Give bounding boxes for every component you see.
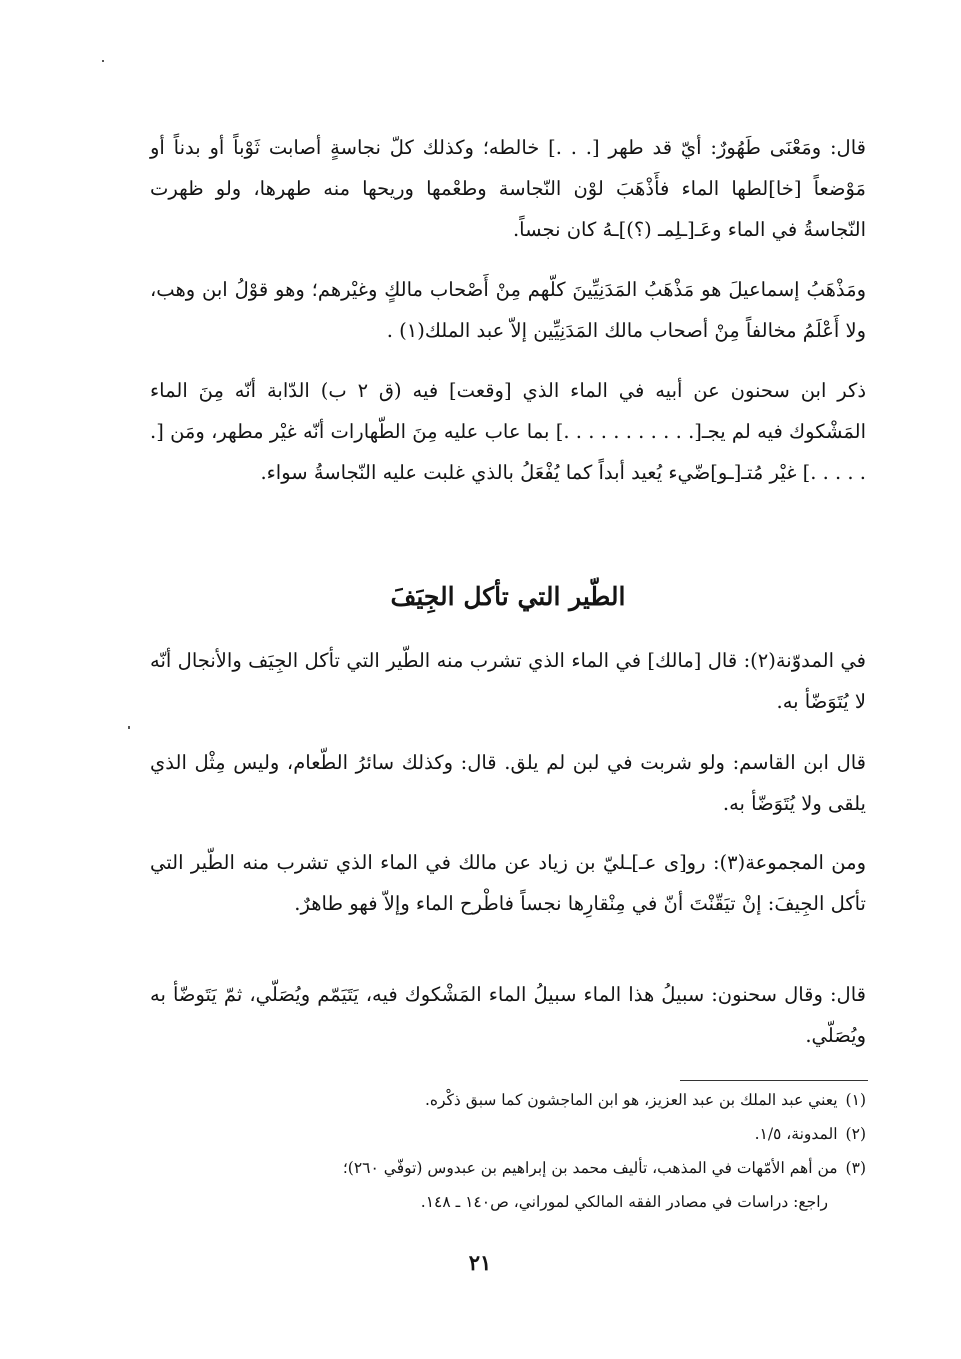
- paragraph-3: ذكر ابن سحنون عن أبيه في الماء الذي [وقعت] فيه (ق ٢ ب) الدّابة أنّه مِنَ الماء المَشْكوك فيه لم يجـ[. . . . . . . . . . .] بما عاب عليه مِنَ الطّهارات أنّه غيْر مطهر، ومَن [. . . . . .] غيْر مُتـ[ـو]ضّيء يُعيد أبداً كما يُفْعَلُ بالذي غلبت عليه النّجاسةُ سواء.: [150, 379, 866, 484]
- paragraph-1: قال: ومَعْنَى طَهُورٌ: أيّ قد طهر [. . .] خالطه؛ وكذلك كلّ نجاسةٍ أصابت ثَوْباً أو بدناً أو مَوْضعاً [خا]لطها الماء فأَذْهَبَ لوْن النّجاسة وطعْمها وريحها منه طهرها، ولو ظهرت النّجاسةُ في الماء وعَـ[ـلِمـ (؟)]ـهُ كان نجساً.: [150, 136, 866, 241]
- section-paragraph-2: قال ابن القاسم: ولو شربت في لبن لم يلق. قال: وكذلك سائرُ الطّعام، وليس مِثْل الذي يلقى ولا يُتَوَضّأ به.: [150, 751, 866, 815]
- footnote-text: يعني عبد الملك بن عبد العزيز، هو ابن الماجشون كما سبق ذكْره.: [424, 1091, 838, 1109]
- section-title: الطّير التي تأكل الجِيَفَ: [390, 582, 626, 611]
- paragraph-2: ومَذْهَبُ إسماعيلَ هو مَذْهَبُ المَدَنِيِّينَ كلّهم مِنْ أَصْحاب مالكٍ وغيْرهم؛ وهو قوْلُ ابن وهب، ولا أَعْلَمُ مخالفاً مِنْ أصحاب مالك المَدَنِيِّين إلاّ عبد الملك(١) .: [150, 278, 866, 342]
- footnote-text: من أهم الأمّهات في المذهب، تأليف محمد بن إبراهيم بن عبدوس (توفّي ٢٦٠)؛: [342, 1159, 838, 1177]
- footnote-text: راجع: دراسات في مصادر الفقه المالكي لموراني، ص١٤٠ ـ ١٤٨.: [420, 1193, 828, 1211]
- footnote-number: (١): [845, 1091, 866, 1109]
- footnote-number: (٢): [845, 1125, 866, 1143]
- footnote-3: [150, 1153, 866, 1184]
- scan-speck: [102, 60, 104, 62]
- section-paragraph-1: في المدوّنة(٢): قال [مالك] في الماء الذي تشرب منه الطّير التي تأكل الجِيَف والأنجال أنّه لا يُتَوَضّأ به.: [150, 649, 866, 713]
- footnote-text: المدونة، ١/٥.: [754, 1125, 838, 1143]
- footnote-3-continued: [150, 1187, 866, 1218]
- footnote-number: (٣): [845, 1159, 866, 1177]
- section-paragraph-3: ومن المجموعة(٣): رو[ى عـ]ـليّ بن زياد عن مالك في الماء الذي تشرب منه الطّير التي تأكل الجِيفَ: إنْ تيَقّنْتَ أنّ في مِنْقارِها نجساً فاطْرح الماء وإلاّ فهو طاهرٌ.: [150, 851, 867, 915]
- scan-speck: [128, 726, 130, 729]
- section-paragraph-4: قال: وقال سحنون: سبيلُ هذا الماء سبيلُ الماء المَشْكوك فيه، يَتَيَمّم ويُصَلّي، ثمّ يَتَوضّأ به ويُصَلّي.: [150, 983, 866, 1047]
- footnote-1: [150, 1085, 866, 1116]
- footnote-separator: [680, 1080, 868, 1081]
- footnote-2: [150, 1119, 866, 1150]
- page-number: ٢١: [468, 1250, 492, 1275]
